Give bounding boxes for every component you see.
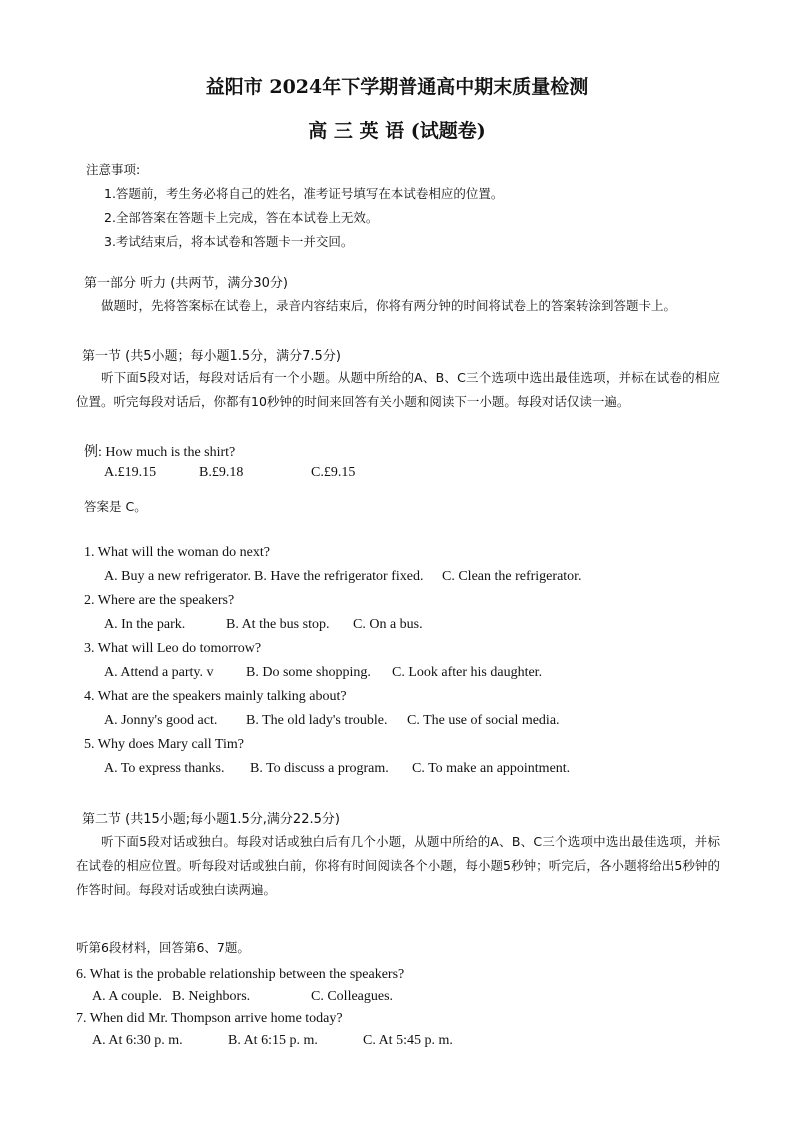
option-7b: B. At 6:15 p. m. <box>228 1033 318 1048</box>
option-4c: C. The use of social media. <box>407 713 560 728</box>
section1-heading: 第一节 (共5小题；每小题1.5分，满分7.5分) <box>82 349 341 364</box>
option-4a: A. Jonny's good act. <box>104 713 218 728</box>
question-2: 2. Where are the speakers? <box>84 593 235 608</box>
notice-item: 3.考试结束后，将本试卷和答题卡一并交回。 <box>104 234 354 249</box>
option-1b: B. Have the refrigerator fixed. <box>254 569 424 584</box>
option-6b: B. Neighbors. <box>172 989 251 1004</box>
notice-label: 注意事项: <box>86 162 141 177</box>
option-5b: B. To discuss a program. <box>250 761 389 776</box>
option-3c: C. Look after his daughter. <box>392 665 543 680</box>
option-7a: A. At 6:30 p. m. <box>92 1033 183 1048</box>
question-3: 3. What will Leo do tomorrow? <box>84 641 262 656</box>
question-4: 4. What are the speakers mainly talking about? <box>84 689 347 704</box>
option-5a: A. To express thanks. <box>104 761 225 776</box>
option-3b: B. Do some shopping. <box>246 665 371 680</box>
example-option-a: A.£19.15 <box>104 465 157 480</box>
option-2c: C. On a bus. <box>353 617 423 632</box>
example-option-c: C.£9.15 <box>311 465 356 480</box>
section2-heading: 第二节 (共15小题;每小题1.5分,满分22.5分) <box>82 812 340 827</box>
section1-instructions: 听下面5段对话，每段对话后有一个小题。从题中所给的A、B、C三个选项中选出最佳选项，并标在试卷的相应位置。听完每段对话后，你都有10秒钟的时间来回答有关小题和阅读下一小题。每段对话仅读一遍。 <box>76 370 720 409</box>
page-title: 益阳市 2024年下学期普通高中期末质量检测 <box>205 76 589 98</box>
option-2b: B. At the bus stop. <box>226 617 330 632</box>
example-answer: 答案是 C。 <box>84 499 147 514</box>
part1-intro: 做题时，先将答案标在试卷上，录音内容结束后，你将有两分钟的时间将试卷上的答案转涂到答题卡上。 <box>101 298 677 313</box>
question-1: 1. What will the woman do next? <box>84 545 270 560</box>
section2-instructions: 听下面5段对话或独白。每段对话或独白后有几个小题，从题中所给的A、B、C三个选项中选出最佳选项，并标在试卷的相应位置。听每段对话或独白前，你将有时间阅读各个小题，每小题5秒钟；听完后，各小题将给出5秒钟的作答时间。每段对话或独白读两遍。 <box>76 834 720 897</box>
option-3a: A. Attend a party. v <box>104 665 214 680</box>
material-intro: 听第6段材料，回答第6、7题。 <box>76 940 250 955</box>
notice-item: 1.答题前，考生务必将自己的姓名，准考证号填写在本试卷相应的位置。 <box>104 186 504 201</box>
question-7: 7. When did Mr. Thompson arrive home today? <box>76 1011 343 1026</box>
option-4b: B. The old lady's trouble. <box>246 713 388 728</box>
notice-item: 2.全部答案在答题卡上完成，答在本试卷上无效。 <box>104 210 379 225</box>
page-subtitle: 高 三 英 语 (试题卷) <box>308 120 486 142</box>
part1-heading: 第一部分 听力 (共两节，满分30分) <box>84 276 288 291</box>
question-5: 5. Why does Mary call Tim? <box>84 737 244 752</box>
option-6c: C. Colleagues. <box>311 989 394 1004</box>
option-5c: C. To make an appointment. <box>412 761 571 776</box>
question-6: 6. What is the probable relationship between the speakers? <box>76 967 405 982</box>
option-2a: A. In the park. <box>104 617 186 632</box>
option-7c: C. At 5:45 p. m. <box>363 1033 453 1048</box>
option-6a: A. A couple. <box>92 989 162 1004</box>
example-question: 例: How much is the shirt? <box>84 445 236 460</box>
option-1c: C. Clean the refrigerator. <box>442 569 582 584</box>
example-option-b: B.£9.18 <box>199 465 244 480</box>
option-1a: A. Buy a new refrigerator. <box>104 569 251 584</box>
